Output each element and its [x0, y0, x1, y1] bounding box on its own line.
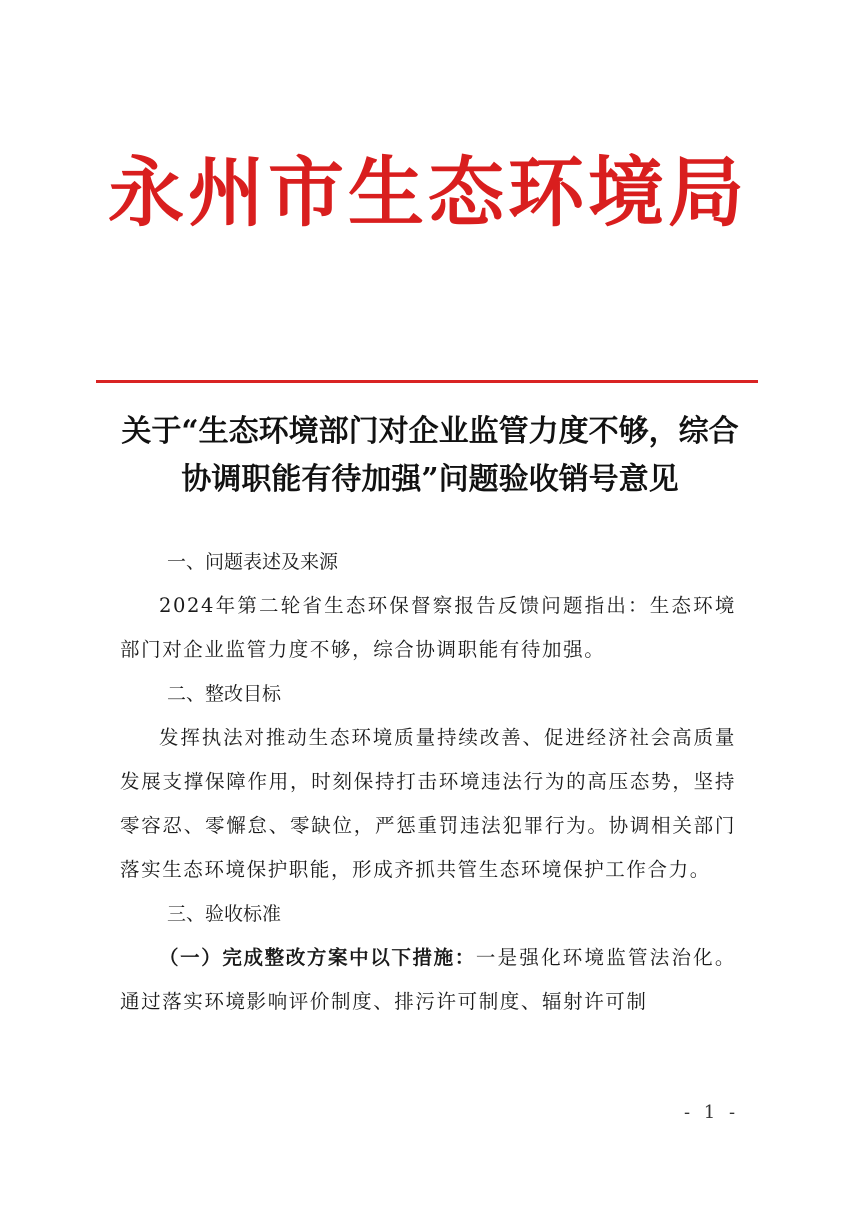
section-paragraph-3 — [120, 936, 736, 1024]
document-title — [110, 408, 750, 504]
org-header: 永州市生态环境局 — [108, 148, 748, 237]
red-divider — [96, 380, 758, 383]
title-line-1: 关于“生态环境部门对企业监管力度不够，综合 — [121, 414, 739, 449]
section-paragraph-1: 2024年第二轮省生态环保督察报告反馈问题指出：生态环境部门对企业监管力度不够，综合协调职能有待加强。 — [120, 594, 736, 661]
subsection-lead: （一）完成整改方案中以下措施： — [159, 946, 476, 969]
section-heading-2: 二、整改目标 — [167, 683, 282, 705]
section-heading-1: 一、问题表述及来源 — [167, 551, 339, 573]
title-line-2: 协调职能有待加强”问题验收销号意见 — [181, 462, 679, 497]
section-paragraph-2: 发挥执法对推动生态环境质量持续改善、促进经济社会高质量发展支撑保障作用，时刻保持打击环境违法行为的高压态势，坚持零容忍、零懈怠、零缺位，严惩重罚违法犯罪行为。协调相关部门落实生态环境保护职能，形成齐抓共管生态环境保护工作合力。 — [120, 726, 736, 881]
page-number: - 1 - — [684, 1102, 740, 1123]
section-heading-3: 三、验收标准 — [167, 903, 282, 925]
subsection-text: 一是强化环境监管法治化。通过落实环境影响评价制度、排污许可制度、辐射许可制 — [120, 946, 736, 1013]
document-body — [120, 540, 736, 1024]
